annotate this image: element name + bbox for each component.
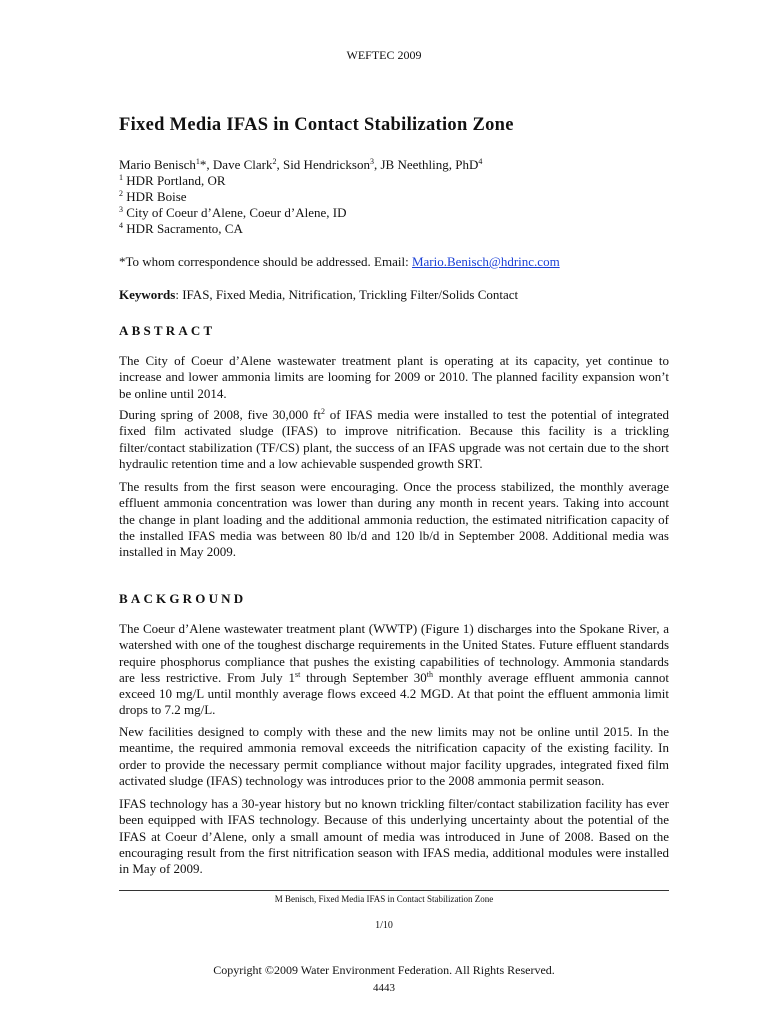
author-separator: *, [199,157,213,172]
author-superscript: 3 [370,157,374,166]
author-list [119,157,482,172]
affiliation-superscript: 1 [119,173,123,182]
author-block [119,157,679,237]
author-superscript: 1 [195,157,200,166]
author-separator: , [374,157,381,172]
affiliation-superscript: 2 [119,189,123,198]
email-link[interactable]: Mario.Benisch@hdrinc.com [411,254,560,269]
author-name: Dave Clark [212,157,273,172]
abstract-paragraph: The City of Coeur d’Alene wastewater treatment plant is operating at its capacity, yet continue to increase and lower ammonia limits are looming for 2009 or 2010. The planned facility expansion won’t be online until 2014. [119,353,669,401]
paper-title: Fixed Media IFAS in Contact Stabilization Zone [119,115,514,135]
affiliation-superscript: 4 [119,221,123,230]
footer-divider [119,890,669,891]
abstract-paragraph [119,407,669,472]
author-superscript: 4 [478,157,483,166]
affiliation-superscript: 3 [119,205,123,214]
copyright-notice: Copyright ©2009 Water Environment Federation. All Rights Reserved. [213,963,555,977]
superscript: st [294,669,301,679]
author-separator: , [276,157,283,172]
running-title: M Benisch, Fixed Media IFAS in Contact Stabilization Zone [274,894,494,904]
keywords-text: : IFAS, Fixed Media, Nitrification, Trickling Filter/Solids Contact [175,287,519,302]
affiliation-text: City of Coeur d’Alene, Coeur d’Alene, ID [123,205,347,220]
correspondence-text: *To whom correspondence should be addressed. Email: [119,254,412,269]
affiliation [119,221,679,237]
paragraph-text: monthly average effluent ammonia cannot exceed 10 mg/L until monthly average flows exceed 4.2 MGD. At that point the effluent ammonia limit drops to 7.2 mg/L. [119,669,669,718]
author-name: Mario Benisch [119,157,196,172]
page-number: 1/10 [375,920,393,931]
conference-header: WEFTEC 2009 [346,48,422,62]
affiliation-text: HDR Portland, OR [123,173,226,188]
abstract-paragraph: The results from the first season were encouraging. Once the process stabilized, the monthly average effluent ammonia concentration was lower than during any month in recent years. Taking into account the change in plant loading and the additional ammonia reduction, the estimated nitrification capacity of the installed IFAS media was between 80 lb/d and 120 lb/d in September 2008. Additional media was installed in May 2009. [119,479,669,560]
background-paragraph [119,621,669,719]
author-name: JB Neethling, PhD [380,157,479,172]
affiliation [119,189,679,205]
author-name: Sid Hendrickson [282,157,370,172]
paragraph-text: The Coeur d’Alene wastewater treatment plant (WWTP) (Figure 1) discharges into the Spokane River, a watershed with one of the toughest discharge requirements in the United States. Future effluent standards require phosphorus compliance that pushes the existing capabilities of technology. Ammonia standards are less restrictive. From July 1 [119,621,669,685]
author-superscript: 2 [272,157,277,166]
affiliation [119,173,679,189]
abstract-heading: ABSTRACT [119,323,216,338]
keywords-line [119,287,679,303]
background-heading: BACKGROUND [119,591,247,606]
background-paragraph: IFAS technology has a 30-year history but no known trickling filter/contact stabilization facility has ever been equipped with IFAS technology. Because of this underlying uncertainty about the potential of the IFAS at Coeur d’Alene, only a small amount of media was introduced in June of 2008. Based on the encouraging result from the first nitrification season with IFAS media, additional modules were installed in May of 2009. [119,796,669,877]
document-number: 4443 [373,982,395,994]
paragraph-text: During spring of 2008, five 30,000 ft [119,407,321,422]
paragraph-text: through September 30 [300,669,427,685]
affiliation-text: HDR Sacramento, CA [123,221,243,236]
superscript: th [426,669,433,679]
affiliation-text: HDR Boise [123,189,187,204]
paragraph-text: of IFAS media were installed to test the potential of integrated fixed film activated sludge (IFAS) to improve nitrification. Because this facility is a trickling filter/contact stabilization (TF/CS) plant, the success of an IFAS upgrade was not certain due to the short hydraulic retention time and a low achievable suspended growth SRT. [119,407,669,471]
background-paragraph: New facilities designed to comply with these and the new limits may not be online until 2015. In the meantime, the required ammonia removal exceeds the nitrification capacity of the existing facility. In order to provide the necessary permit compliance without major facility upgrades, integrated fixed film activated sludge (IFAS) technology was introduces prior to the 2008 ammonia permit season. [119,724,669,788]
correspondence-note [119,254,679,270]
affiliation [119,205,679,221]
keywords-label: Keywords [119,287,176,302]
superscript: 2 [320,407,325,416]
